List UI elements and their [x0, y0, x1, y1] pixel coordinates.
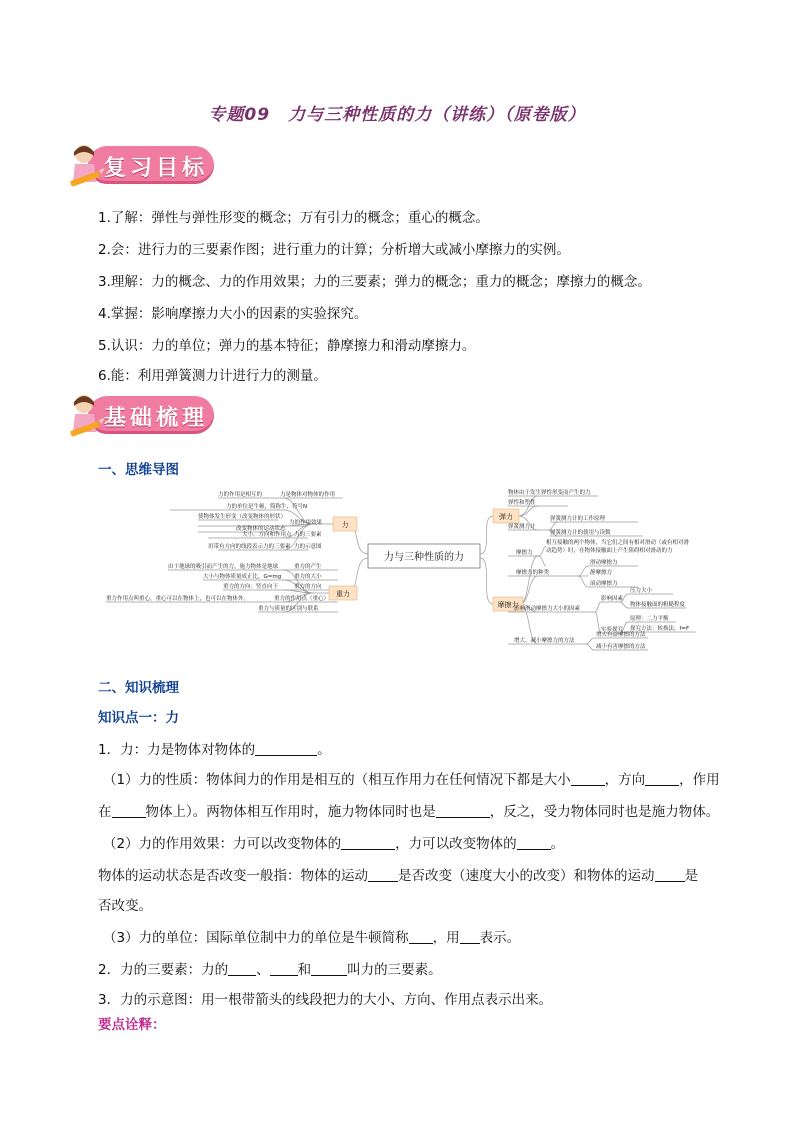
mindmap-leaf: 原理：二力平衡 — [630, 616, 669, 622]
k1-line-3: 在 物体上）。两物体相互作用时，施力物体同时也是 ，反之，受力物体同时也是施力物体。 — [98, 804, 720, 820]
banner-label: 基础梳理 — [104, 405, 209, 431]
fill-blank[interactable] — [655, 869, 685, 882]
mindmap-leaf: 大小、方向和作用点 — [242, 532, 292, 538]
goal-4: 4.掌握：影响摩擦力大小的因素的实验探究。 — [98, 306, 368, 322]
mindmap-leaf: 改变物体的运动状态 — [236, 526, 286, 532]
mindmap-leaf: 用带有方向的线段表示力的三要素 — [208, 544, 291, 550]
mindmap-leaf: 重力的作用点（重心） — [274, 596, 330, 602]
mindmap-leaf: 力的作用效果 — [289, 520, 323, 526]
mindmap-leaf: 重力的大小 — [294, 574, 322, 580]
section-mindmap-heading: 一、思维导图 — [98, 462, 179, 478]
mindmap-leaf: 摩擦力的种类 — [516, 570, 550, 576]
mindmap-leaf: 物体由于发生弹性形变而产生的力 — [508, 490, 591, 496]
fill-blank[interactable] — [311, 963, 347, 976]
fill-blank[interactable] — [270, 963, 298, 976]
goal-1: 1.了解：弹性与弹性形变的概念；万有引力的概念；重心的概念。 — [98, 210, 489, 226]
mindmap-leaf: 力的作用是相互的 — [218, 492, 263, 498]
mindmap-leaf: 动趋势）时，在物体接触面上产生阻碍相对滑动的力 — [546, 548, 673, 554]
mindmap-leaf: 静摩擦力 — [590, 570, 613, 576]
k1-line-7: （3）力的单位：国际单位制中力的单位是牛顿简称 ，用 表示。 — [103, 930, 521, 946]
mindmap-leaf: 弹簧测力计 — [508, 524, 536, 530]
mindmap-leaf: 滚动摩擦力 — [590, 581, 618, 587]
goal-6: 6.能：利用弹簧测力计进行力的测量。 — [98, 368, 327, 384]
goal-2: 2.会：进行力的三要素作图；进行重力的计算；分析增大或减小摩擦力的实例。 — [98, 242, 570, 258]
goal-3: 3.理解：力的概念、力的作用效果；力的三要素；弹力的概念；重力的概念；摩擦力的概念。 — [98, 274, 651, 290]
k1-line-5: 物体的运动状态是否改变一般指：物体的运动 是否改变（速度大小的改变）和物体的运动 是 — [98, 868, 698, 884]
knowledge-point-1-heading: 知识点一：力 — [98, 710, 179, 726]
mindmap-leaf: 弹簧测力计的工作原理 — [550, 516, 606, 522]
branch-force-label: 力 — [341, 521, 349, 529]
section-knowledge-heading: 二、知识梳理 — [98, 680, 179, 696]
mind-map — [98, 486, 698, 656]
fill-blank[interactable] — [409, 931, 433, 944]
keypoint-heading: 要点诠释： — [98, 1017, 166, 1033]
branch-gravity-label: 重力 — [336, 590, 350, 598]
mindmap-leaf: 大小与物体质量成正比，G=mg — [203, 574, 282, 580]
mindmap-leaf: 重力的产生 — [294, 564, 322, 570]
page-title: 专题09 力与三种性质的力（讲练）（原卷版） — [208, 105, 586, 125]
fill-blank[interactable] — [571, 773, 605, 786]
mindmap-leaf: 物体接触面的粗糙程度 — [630, 602, 686, 608]
fill-blank[interactable] — [436, 805, 490, 818]
mindmap-leaf: 弹性和塑性 — [508, 500, 536, 506]
banner-label: 复习目标 — [104, 155, 209, 181]
fill-blank[interactable] — [228, 963, 256, 976]
mindmap-leaf: 实验探究 — [601, 627, 624, 633]
girl-pencil-icon — [66, 392, 106, 442]
mindmap-leaf: 弹簧测力计的使用与读数 — [550, 530, 611, 536]
k1-line-2: （1）力的性质：物体间力的作用是相互的（相互作用力在任何情况下都是大小 ，方向 ，作用 — [103, 772, 720, 788]
k1-line-4: （2）力的作用效果：力可以改变物体的 ，力可以改变物体的 。 — [103, 836, 565, 852]
mindmap-leaf: 增大有益摩擦的方法 — [596, 632, 646, 638]
mindmap-leaf: 相互接触的两个物体，当它们之间有相对滑动（或有相对滑 — [546, 540, 690, 546]
fill-blank[interactable] — [255, 743, 317, 756]
goal-5: 5.认识：力的单位；弹力的基本特征；静摩擦力和滑动摩擦力。 — [98, 338, 476, 354]
branch-elastic-label: 弹力 — [499, 513, 513, 521]
mindmap-leaf: 力的示意图 — [294, 544, 322, 550]
k1-line-6: 否改变。 — [98, 898, 152, 914]
mindmap-leaf: 压力大小 — [630, 588, 653, 594]
mindmap-leaf: 摩擦力 — [516, 550, 533, 556]
fill-blank[interactable] — [460, 931, 480, 944]
mindmap-leaf: 探究方法：转换法，f=F — [630, 626, 690, 632]
mindmap-leaf: 影响因素 — [601, 596, 624, 602]
center-node-label: 力与三种性质的力 — [384, 552, 464, 563]
girl-pencil-icon — [66, 142, 106, 192]
branch-friction-label: 摩擦力 — [497, 601, 519, 609]
fill-blank[interactable] — [645, 773, 679, 786]
mindmap-leaf: 力的单位是牛顿，简称牛，符号N — [226, 504, 308, 510]
mindmap-leaf: 重力的方向 — [294, 584, 322, 590]
k1-line-1: 1．力：力是物体对物体的 。 — [98, 742, 331, 758]
review-goals-banner — [66, 142, 216, 188]
fill-blank[interactable] — [517, 837, 551, 850]
mindmap-leaf: 影响滑动摩擦力大小的因素 — [514, 606, 581, 612]
mindmap-leaf: 由于地球的吸引而产生的力，施力物体是地球 — [168, 564, 279, 570]
mindmap-leaf: 重力的方向：竖直向下 — [223, 584, 279, 590]
mindmap-leaf: 力的三要素 — [294, 532, 322, 538]
k1-line-9: 3．力的示意图：用一根带箭头的线段把力的大小、方向、作用点表示出来。 — [98, 992, 553, 1008]
mindmap-leaf: 减小有害摩擦的方法 — [596, 644, 646, 650]
mindmap-leaf: 使物体发生形变（改变物体的形状） — [198, 514, 287, 520]
mindmap-leaf: 增大、减小摩擦力的方法 — [514, 638, 575, 644]
fill-blank[interactable] — [341, 837, 395, 850]
mindmap-leaf: 滑动摩擦力 — [590, 560, 618, 566]
mindmap-leaf: 重力与质量的区别与联系 — [258, 606, 319, 612]
k1-line-8: 2．力的三要素：力的 、 和 叫力的三要素。 — [98, 962, 442, 978]
mindmap-leaf: 重力作用点叫重心，重心可以在物体上，也可以在物体外。 — [106, 596, 250, 602]
fill-blank[interactable] — [112, 805, 146, 818]
fill-blank[interactable] — [368, 869, 398, 882]
basic-summary-banner — [66, 392, 216, 438]
mindmap-leaf: 力是物体对物体的作用 — [280, 492, 336, 498]
